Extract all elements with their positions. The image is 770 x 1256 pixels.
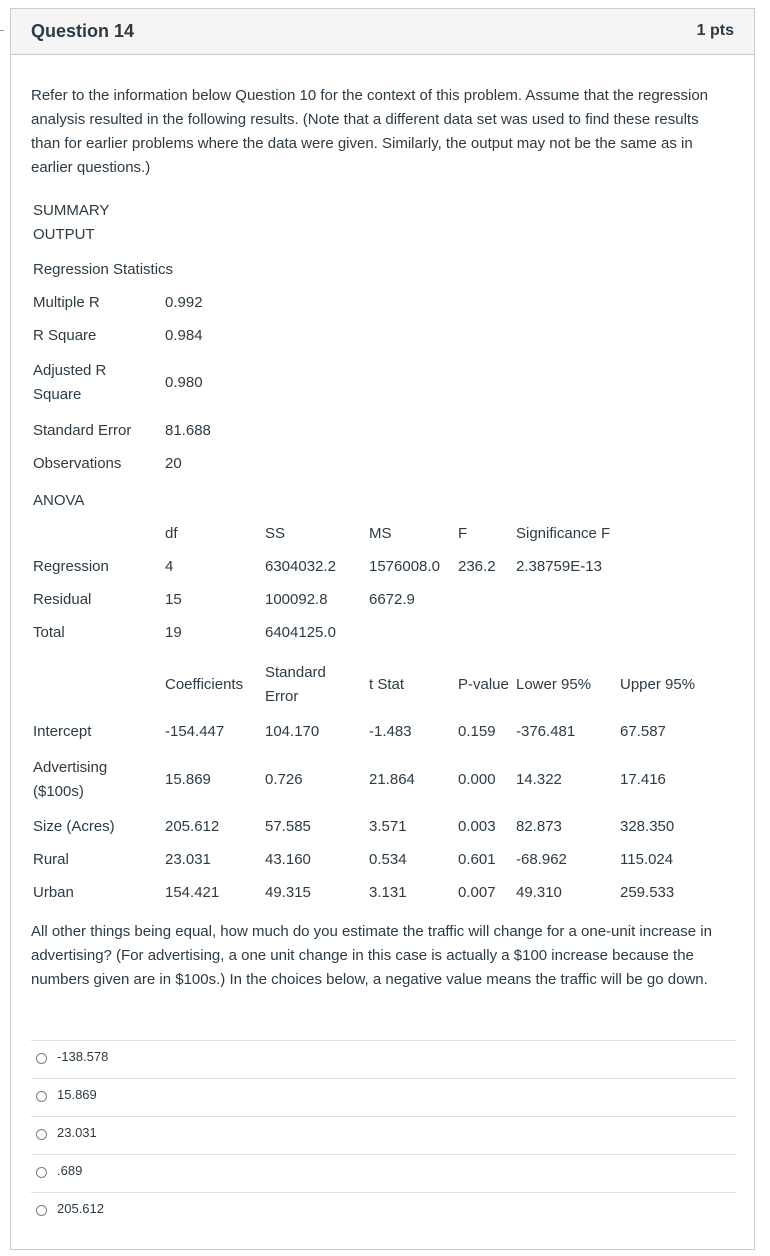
question-prompt: All other things being equal, how much do you estimate the traffic will change for a one-unit increase in advertising? (For advertising, a one unit change in this case is actually a $100 increase because the numbers given are in $100s.) In the choices below, a negative value means the traffic will be go down. [31,923,712,988]
coef-row-label: Intercept [33,723,92,740]
question-intro: Refer to the information below Question 10 for the context of this problem. Assume that the regression analysis resulted in the following results. (Note that a different data set was used to find these results than for earlier problems where the data were given. Similarly, the output may not be the same as in earlier questions.) [31,87,709,176]
coef-cell: 104.170 [265,723,320,740]
answer-label: 23.031 [57,1125,97,1140]
coef-cell: 0.007 [458,884,496,901]
answer-option[interactable] [31,1192,736,1230]
radio-button[interactable] [36,1167,47,1178]
anova-heading: ANOVA [33,492,85,509]
question-title: Question 14 [31,21,135,41]
anova-header-df: df [165,525,178,542]
anova-cell: 15 [165,591,182,608]
coef-row-label: Urban [33,884,74,901]
stat-label-adjusted-r-1: Adjusted R [33,362,107,379]
coef-row-label-advertising-1: Advertising [33,759,108,776]
coef-header-upper-95: Upper 95% [620,676,696,693]
stat-value-standard-error: 81.688 [165,422,211,439]
coef-header-standard: Standard [265,664,326,681]
stat-value-adjusted-r: 0.980 [165,374,203,391]
stat-label-standard-error: Standard Error [33,422,132,439]
anova-row-label: Regression [33,558,109,575]
coef-cell: 0.000 [458,771,496,788]
radio-button[interactable] [36,1053,47,1064]
summary-label-1: SUMMARY [33,202,110,219]
coef-cell: 57.585 [265,818,311,835]
coef-cell: 154.421 [165,884,220,901]
anova-cell: 1576008.0 [369,558,440,575]
coef-cell: -68.962 [516,851,567,868]
summary-label-2: OUTPUT [33,226,95,243]
anova-cell: 6404125.0 [265,624,336,641]
stat-label-adjusted-r-2: Square [33,386,82,403]
coef-header-error: Error [265,688,299,705]
coef-cell: 0.726 [265,771,303,788]
coef-cell: 328.350 [620,818,675,835]
coef-header-coefficients: Coefficients [165,676,244,693]
stat-label-r-square: R Square [33,327,97,344]
anova-cell: 6672.9 [369,591,415,608]
coef-cell: 67.587 [620,723,666,740]
coef-row-label: Rural [33,851,69,868]
coef-cell: 3.571 [369,818,407,835]
answer-label: -138.578 [57,1049,109,1064]
coef-cell: 259.533 [620,884,675,901]
coef-cell: 0.601 [458,851,496,868]
coef-row-label-advertising-2: ($100s) [33,783,84,800]
anova-header-f: F [458,525,468,542]
stat-value-multiple-r: 0.992 [165,294,203,311]
coef-cell: 3.131 [369,884,407,901]
coef-cell: 43.160 [265,851,311,868]
coef-cell: 0.534 [369,851,407,868]
answer-label: .689 [57,1163,83,1178]
coef-cell: 17.416 [620,771,666,788]
anova-cell: 2.38759E-13 [516,558,602,575]
coef-cell: 23.031 [165,851,211,868]
stat-value-observations: 20 [165,455,182,472]
coef-cell: 0.159 [458,723,496,740]
answer-list [31,1040,736,1230]
coef-header-p-value: P-value [458,676,509,693]
anova-header-ss: SS [265,525,286,542]
coef-cell: 49.310 [516,884,562,901]
anova-row-label: Residual [33,591,92,608]
answer-option[interactable] [31,1040,736,1078]
anova-row-label: Total [33,624,65,641]
coef-row-label: Size (Acres) [33,818,115,835]
coef-cell: -1.483 [369,723,412,740]
anova-cell: 100092.8 [265,591,328,608]
anova-header-significance-f: Significance F [516,525,611,542]
stat-label-observations: Observations [33,455,122,472]
coef-cell: 82.873 [516,818,562,835]
edge-marker [0,30,4,31]
coef-cell: 15.869 [165,771,211,788]
radio-button[interactable] [36,1091,47,1102]
radio-button[interactable] [36,1205,47,1216]
coef-cell: 14.322 [516,771,562,788]
answer-option[interactable] [31,1078,736,1116]
anova-cell: 19 [165,624,182,641]
coef-cell: -154.447 [165,723,225,740]
regression-statistics-heading: Regression Statistics [33,261,174,278]
question-header [11,9,754,55]
question-points: 1 pts [696,22,734,39]
coef-cell: 205.612 [165,818,220,835]
stat-label-multiple-r: Multiple R [33,294,100,311]
coef-cell: 21.864 [369,771,415,788]
question-card [10,8,755,1250]
coef-cell: 0.003 [458,818,496,835]
stat-value-r-square: 0.984 [165,327,203,344]
answer-label: 15.869 [57,1087,97,1102]
radio-button[interactable] [36,1129,47,1140]
anova-header-ms: MS [369,525,392,542]
anova-cell: 6304032.2 [265,558,336,575]
anova-cell: 236.2 [458,558,496,575]
coef-cell: -376.481 [516,723,576,740]
anova-cell: 4 [165,558,174,575]
answer-label: 205.612 [57,1201,104,1216]
answer-option[interactable] [31,1116,736,1154]
coef-cell: 49.315 [265,884,311,901]
answer-option[interactable] [31,1154,736,1192]
coef-header-t-stat: t Stat [369,676,405,693]
coef-cell: 115.024 [620,851,674,868]
coef-header-lower-95: Lower 95% [516,676,592,693]
